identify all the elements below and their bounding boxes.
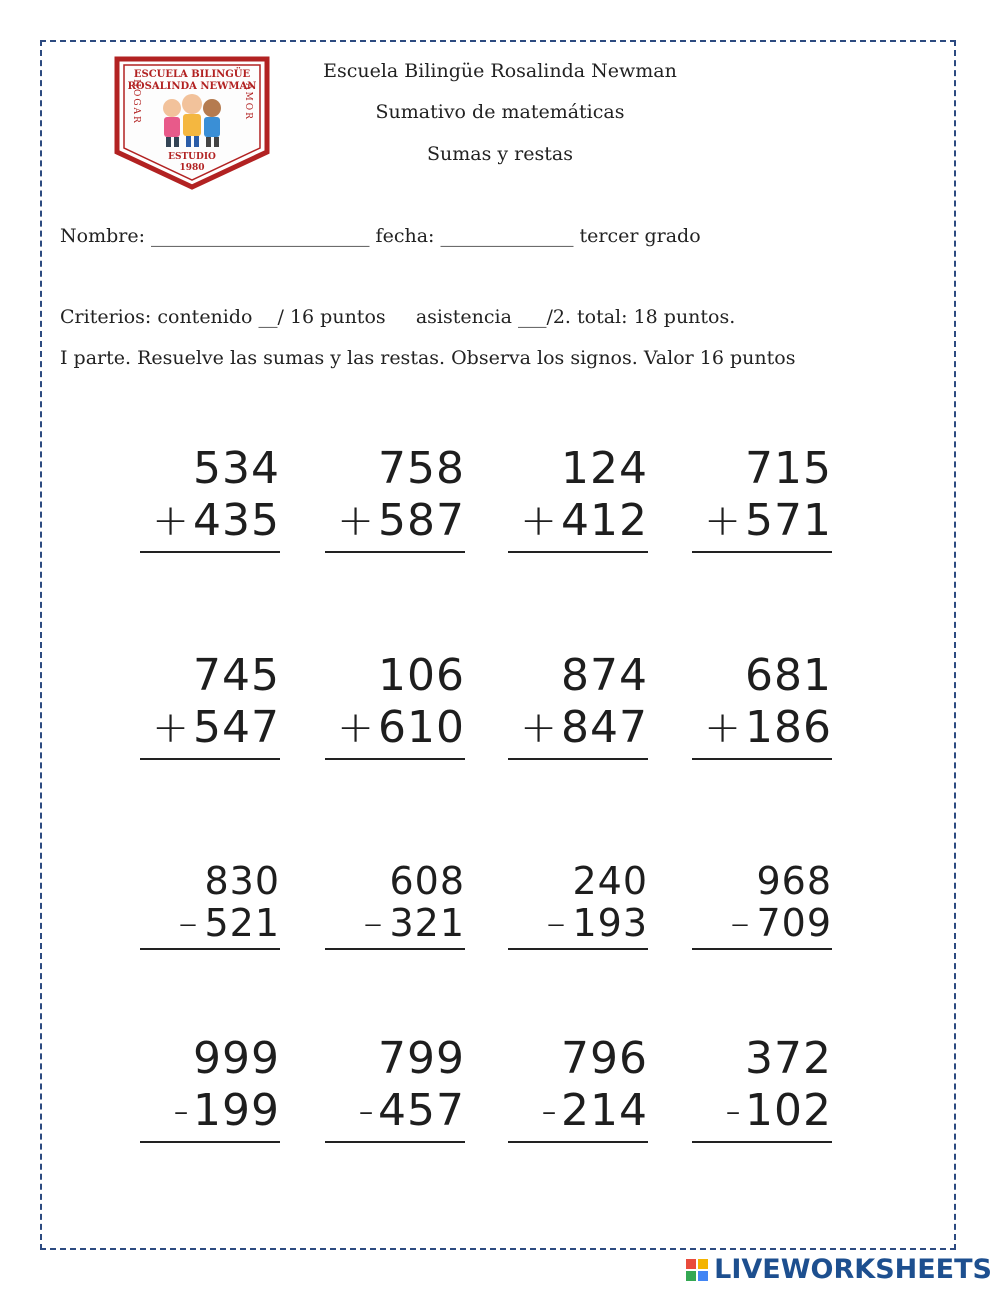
problem-top-number: 240 [572, 859, 648, 903]
watermark-text: LIVEWORKSHEETS [714, 1254, 992, 1285]
problem-top-number: 796 [561, 1033, 648, 1084]
answer-line[interactable] [692, 551, 832, 553]
topic-title: Sumas y restas [427, 143, 573, 165]
problem-operator: – [546, 901, 569, 945]
math-problem [692, 650, 832, 760]
math-problem [508, 443, 648, 553]
problem-operator: + [152, 702, 190, 753]
answer-line[interactable] [325, 1141, 465, 1143]
answer-line[interactable] [325, 948, 465, 950]
math-problem [325, 1033, 465, 1143]
school-name: Escuela Bilingüe Rosalinda Newman [323, 60, 677, 82]
problem-operator: + [337, 495, 375, 546]
problem-operator: + [152, 495, 190, 546]
problem-top-number: 715 [745, 443, 832, 494]
crest-left-word: HOGAR [131, 79, 141, 125]
crest-right-word: AMOR [243, 83, 253, 121]
problem-bottom-number: 321 [389, 901, 465, 945]
problem-top-number: 874 [561, 650, 648, 701]
exam-title: Sumativo de matemáticas [375, 101, 625, 123]
answer-line[interactable] [692, 948, 832, 950]
math-problem [692, 443, 832, 553]
problem-bottom-number: 610 [378, 702, 465, 753]
math-problem [508, 650, 648, 760]
problem-bottom-number: 709 [756, 901, 832, 945]
problem-operator: - [725, 1085, 742, 1136]
problem-operator: - [358, 1085, 375, 1136]
problem-operator: - [541, 1085, 558, 1136]
crest-bottom1: ESTUDIO [168, 152, 216, 162]
problem-operator: + [520, 702, 558, 753]
problem-operator: + [704, 702, 742, 753]
answer-line[interactable] [508, 948, 648, 950]
problem-top-number: 372 [745, 1033, 832, 1084]
problem-bottom-number: 102 [745, 1085, 832, 1136]
problem-top-number: 124 [561, 443, 648, 494]
answer-line[interactable] [508, 758, 648, 760]
problem-top-number: 799 [378, 1033, 465, 1084]
math-problem [508, 1033, 648, 1143]
problem-top-number: 745 [193, 650, 280, 701]
problem-operator: + [704, 495, 742, 546]
answer-line[interactable] [508, 551, 648, 553]
problem-bottom-number: 412 [561, 495, 648, 546]
math-problem [325, 650, 465, 760]
criteria-line: Criterios: contenido __/ 16 puntos asistencia ___/2. total: 18 puntos. [60, 306, 736, 328]
problem-top-number: 534 [193, 443, 280, 494]
crest-bottom2: 1980 [179, 163, 205, 173]
problem-top-number: 106 [378, 650, 465, 701]
problem-bottom-number: 547 [193, 702, 280, 753]
math-problem [508, 860, 648, 950]
math-problem [140, 1033, 280, 1143]
problem-top-number: 758 [378, 443, 465, 494]
problem-bottom-number: 457 [378, 1085, 465, 1136]
answer-line[interactable] [692, 758, 832, 760]
answer-line[interactable] [140, 551, 280, 553]
math-problem [140, 860, 280, 950]
crest-line1: ESCUELA BILINGÜE [133, 69, 251, 80]
problem-top-number: 968 [756, 859, 832, 903]
problem-bottom-number: 193 [572, 901, 648, 945]
math-problem [325, 860, 465, 950]
answer-line[interactable] [140, 1141, 280, 1143]
problem-operator: + [337, 702, 375, 753]
student-info-line[interactable]: Nombre: _______________________ fecha: ______________ tercer grado [60, 225, 701, 247]
answer-line[interactable] [508, 1141, 648, 1143]
liveworksheets-watermark [686, 1254, 992, 1285]
answer-line[interactable] [325, 758, 465, 760]
problem-bottom-number: 214 [561, 1085, 648, 1136]
crest-line2: ROSALINDA NEWMAN [127, 81, 257, 92]
answer-line[interactable] [140, 948, 280, 950]
math-problem [325, 443, 465, 553]
answer-line[interactable] [325, 551, 465, 553]
problem-top-number: 608 [389, 859, 465, 903]
math-problem [140, 650, 280, 760]
problem-bottom-number: 186 [745, 702, 832, 753]
problem-bottom-number: 571 [745, 495, 832, 546]
answer-line[interactable] [140, 758, 280, 760]
answer-line[interactable] [692, 1141, 832, 1143]
problem-operator: – [363, 901, 386, 945]
problem-top-number: 830 [204, 859, 280, 903]
instructions: I parte. Resuelve las sumas y las restas. Observa los signos. Valor 16 puntos [60, 347, 796, 369]
problem-bottom-number: 435 [193, 495, 280, 546]
problem-operator: - [173, 1085, 190, 1136]
problem-bottom-number: 521 [204, 901, 280, 945]
math-problem [140, 443, 280, 553]
problem-bottom-number: 587 [378, 495, 465, 546]
problem-bottom-number: 199 [193, 1085, 280, 1136]
liveworksheets-logo-icon [686, 1259, 708, 1281]
problem-top-number: 681 [745, 650, 832, 701]
problem-operator: – [178, 901, 201, 945]
math-problem [692, 1033, 832, 1143]
school-crest-logo [114, 56, 270, 190]
problem-top-number: 999 [193, 1033, 280, 1084]
problem-bottom-number: 847 [561, 702, 648, 753]
problem-operator: – [730, 901, 753, 945]
problem-operator: + [520, 495, 558, 546]
math-problem [692, 860, 832, 950]
